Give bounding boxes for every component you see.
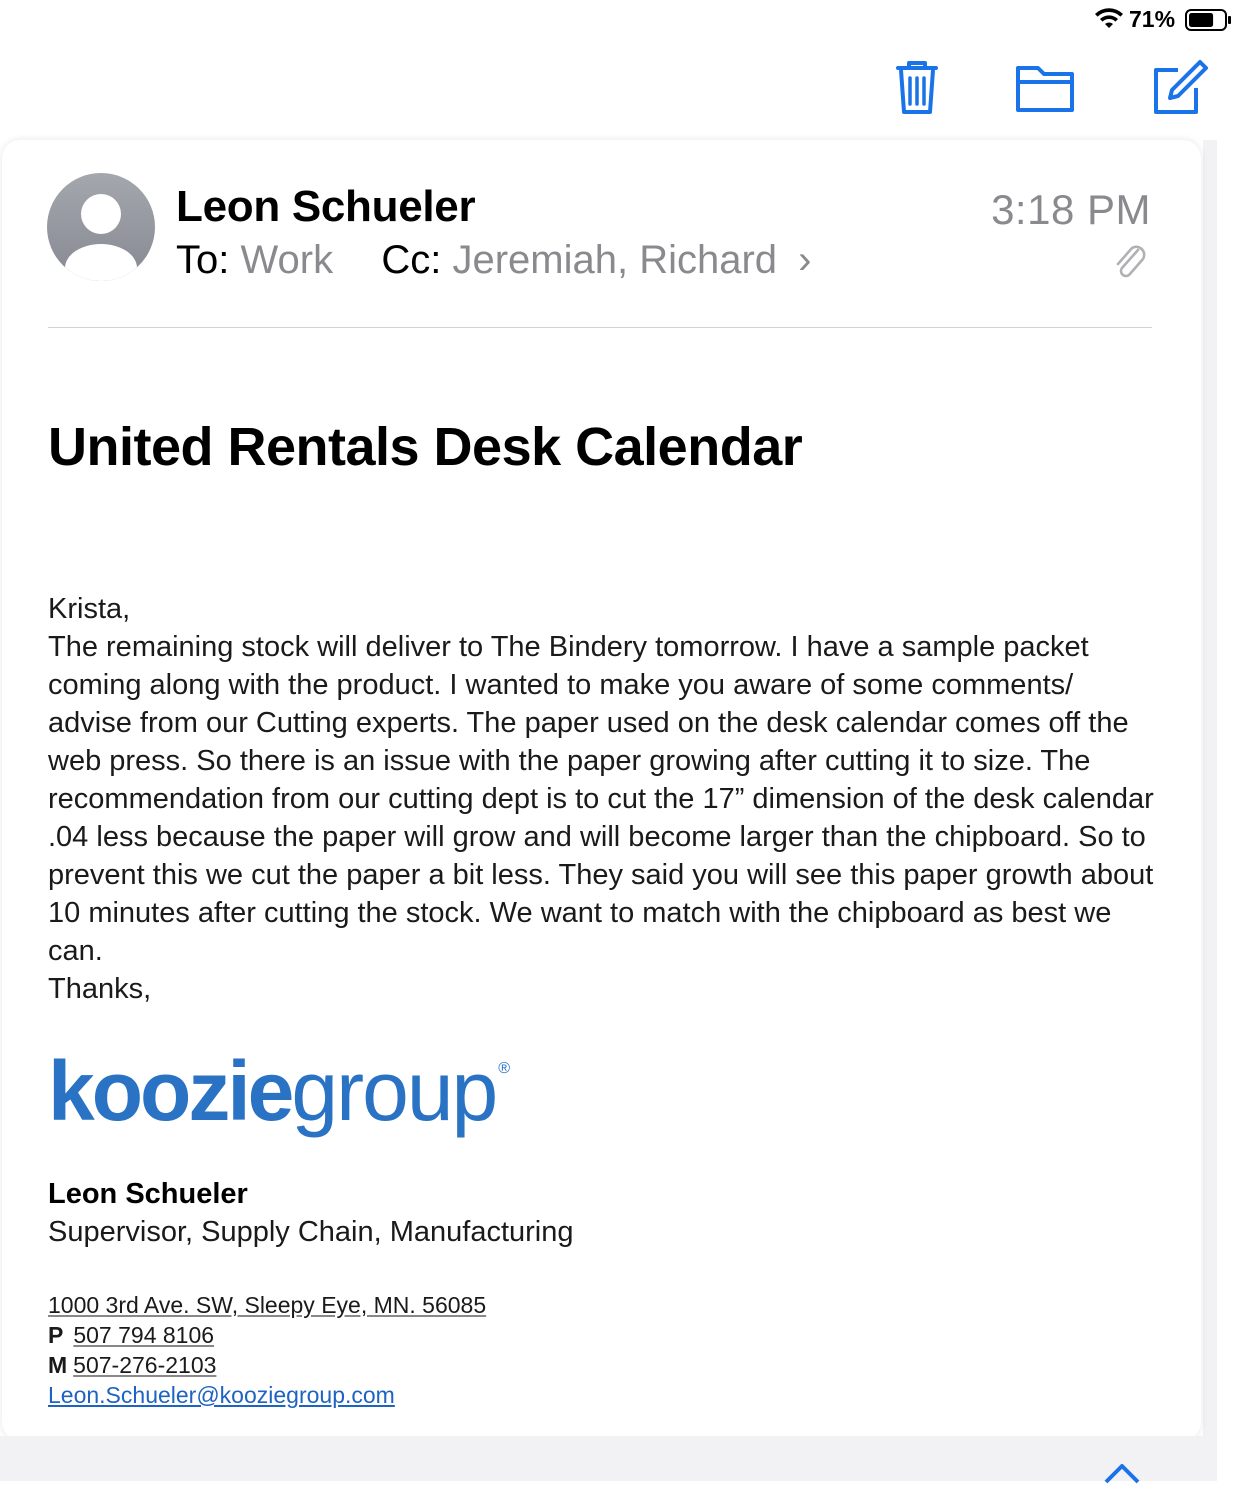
- logo-registered-mark: ®: [498, 1060, 511, 1077]
- header-divider: [48, 327, 1152, 328]
- trash-button[interactable]: [886, 56, 948, 118]
- body-closing: Thanks,: [48, 973, 152, 1005]
- cc-value: Jeremiah, Richard: [452, 238, 778, 282]
- wifi-icon: [1094, 8, 1124, 30]
- signature-phone-row: [48, 1322, 214, 1349]
- battery-icon: [1185, 9, 1231, 31]
- sender-name[interactable]: Leon Schueler: [176, 182, 476, 231]
- phone-link[interactable]: 507 794 8106: [73, 1322, 215, 1348]
- to-value: Work: [240, 238, 334, 282]
- signature-email-row: [48, 1382, 395, 1409]
- signature-mobile-row: [48, 1352, 216, 1379]
- body-greeting: Krista,: [48, 593, 131, 625]
- message-body: [48, 590, 1158, 1008]
- avatar[interactable]: [46, 172, 156, 282]
- logo-bold-text: koozie: [48, 1044, 292, 1138]
- signature-name: Leon Schueler: [48, 1178, 248, 1210]
- compose-button[interactable]: [1148, 56, 1210, 118]
- kooziegroup-logo: [48, 1040, 510, 1140]
- cc-label: Cc:: [381, 238, 442, 282]
- folder-icon: [1014, 56, 1076, 118]
- move-to-folder-button[interactable]: [1014, 56, 1076, 118]
- to-label: To:: [176, 238, 230, 282]
- recipients-row[interactable]: [176, 238, 812, 283]
- sidebar-edge: [1203, 140, 1217, 1481]
- message-subject: United Rentals Desk Calendar: [48, 417, 803, 477]
- email-link[interactable]: Leon.Schueler@kooziegroup.com: [48, 1382, 395, 1408]
- bottom-bar: [0, 1436, 1210, 1481]
- mobile-link[interactable]: 507-276-2103: [73, 1352, 217, 1378]
- logo-light-text: group: [291, 1044, 497, 1138]
- battery-percentage: 71%: [1129, 6, 1176, 32]
- signature-address[interactable]: [48, 1292, 486, 1319]
- chevron-right-icon: ›: [798, 238, 812, 282]
- mobile-label: M: [48, 1352, 68, 1378]
- signature-title: Supervisor, Supply Chain, Manufacturing: [48, 1216, 574, 1248]
- trash-icon: [886, 56, 948, 118]
- compose-icon: [1148, 56, 1210, 118]
- phone-label: P: [48, 1322, 64, 1348]
- address-link[interactable]: 1000 3rd Ave. SW, Sleepy Eye, MN. 56085: [48, 1292, 487, 1318]
- reply-icon[interactable]: [1098, 1456, 1146, 1486]
- paperclip-icon: [1112, 242, 1148, 282]
- message-time: 3:18 PM: [991, 186, 1151, 233]
- body-paragraph: The remaining stock will deliver to The Bindery tomorrow. I have a sample packet coming along with the product. I wanted to make you aware of some comments/ advise from our Cutting experts. The paper used on the desk calendar comes off the web press. So there is an issue with the paper growing after cutting it to size. The recommendation from our cutting dept is to cut the 17” dimension of the desk calendar .04 less because the paper will grow and will become larger than the chipboard. So to prevent this we cut the paper a bit less. They said you will see this paper growth about 10 minutes after cutting the stock. We want to match with the chipboard as best we can.: [48, 631, 1154, 967]
